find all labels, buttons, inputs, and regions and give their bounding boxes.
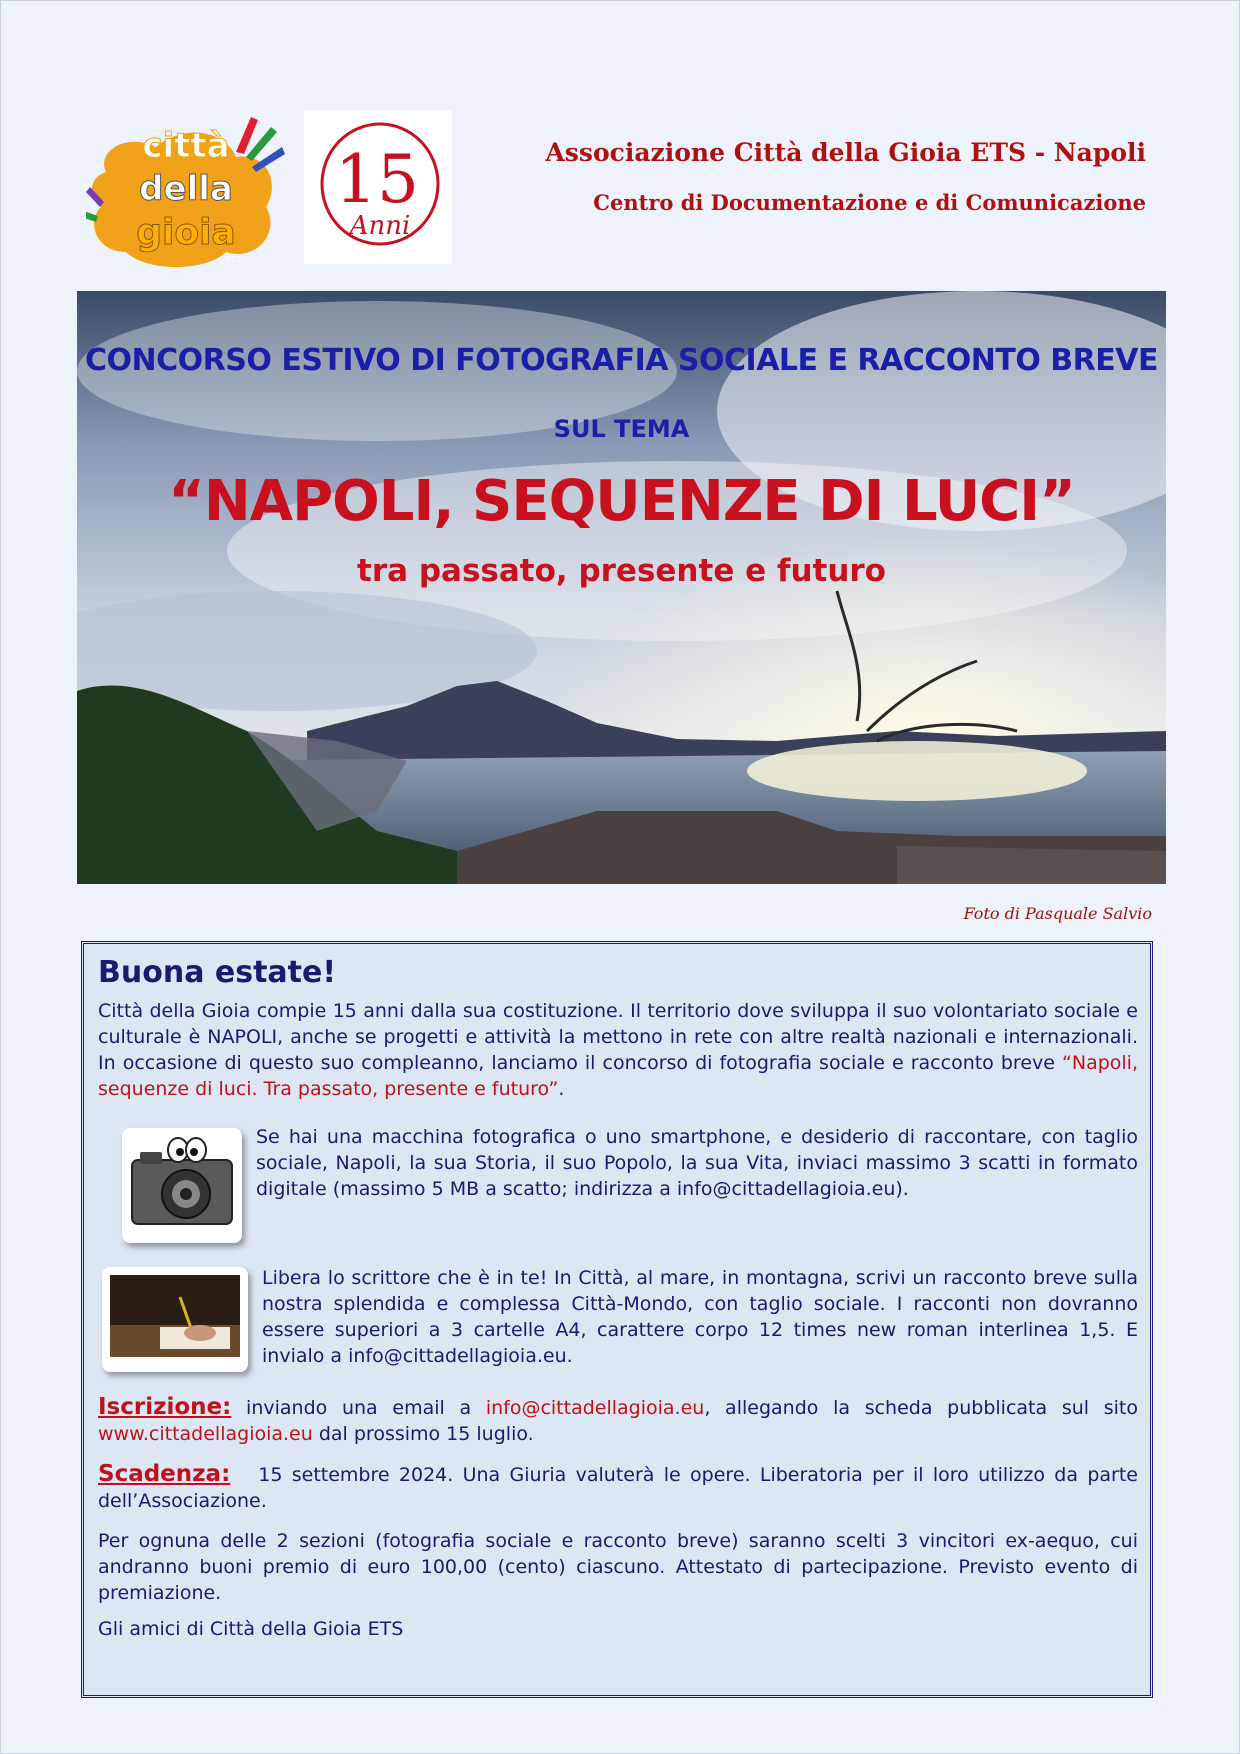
registration-text-2: , allegando la scheda pubblicata sul sito: [704, 1397, 1138, 1419]
svg-text:della: della: [139, 169, 233, 209]
svg-text:città: città: [142, 126, 230, 166]
writing-section: [98, 1265, 1138, 1372]
theme-subtitle: tra passato, presente e futuro: [357, 553, 886, 589]
registration-email-link[interactable]: info@cittadellagioia.eu: [485, 1397, 705, 1419]
intro-paragraph: [98, 998, 1138, 1102]
writing-icon: [102, 1267, 248, 1372]
photo-section-text: Se hai una macchina fotografica o uno smartphone, e desiderio di raccontare, con taglio sociale, Napoli, la sua Storia, il suo Popolo, la sua Vita, inviaci massimo 3 scatti in formato digitale (massimo 5 MB a scatto; indirizza a info@cittadellagioia.eu).: [256, 1126, 1138, 1200]
svg-text:gioia: gioia: [136, 212, 236, 253]
announcement-box: [81, 941, 1153, 1698]
deadline-text: 15 settembre 2024. Una Giuria valuterà le opere. Liberatoria per il loro utilizzo da parte dell’Associazione.: [98, 1464, 1145, 1512]
deadline-label: Scadenza:: [98, 1461, 231, 1487]
svg-text:ETS: ETS: [226, 255, 242, 264]
registration-text-1: inviando una email a: [231, 1397, 486, 1419]
greeting: Buona estate!: [98, 955, 337, 990]
registration-label: Iscrizione:: [98, 1394, 232, 1420]
camera-icon: [122, 1128, 242, 1243]
contest-title: CONCORSO ESTIVO DI FOTOGRAFIA SOCIALE E RACCONTO BREVE: [85, 343, 1158, 378]
registration-text-3: dal prossimo 15 luglio.: [312, 1423, 534, 1445]
website-link[interactable]: www.cittadellagioia.eu: [98, 1423, 313, 1445]
theme-title: “NAPOLI, SEQUENZE DI LUCI”: [168, 469, 1075, 534]
anniversary-logo: [304, 110, 452, 264]
registration-paragraph: [98, 1394, 1138, 1447]
documentation-center: Centro di Documentazione e di Comunicazione: [593, 190, 1146, 215]
announcement-content: [98, 955, 1145, 1664]
svg-text:Anni: Anni: [349, 211, 411, 241]
theme-label: SUL TEMA: [553, 415, 690, 443]
writing-section-text: Libera lo scrittore che è in te! In Città, al mare, in montagna, scrivi un racconto breve sulla nostra splendida e complessa Città-Mondo, con taglio sociale. I racconti non dovranno essere superiori a 3 cartelle A4, carattere corpo 12 times new roman interlinea 1,5. E invialo a info@cittadellagioia.eu.: [262, 1267, 1138, 1367]
intro-text: Città della Gioia compie 15 anni dalla sua costituzione. Il territorio dove sviluppa il suo volontariato sociale e culturale è NAPOLI, anche se progetti e attività la mettono in rete con altre realtà nazionali e internazionali. In occasione di questo suo compleanno, lanciamo il concorso di fotografia sociale e racconto breve: [98, 1000, 1138, 1074]
prizes-paragraph: Per ognuna delle 2 sezioni (fotografia sociale e racconto breve) saranno scelti 3 vincitori ex-aequo, cui andranno buoni premio di euro 100,00 (cento) ciascuno. Attestato di partecipazione. Previsto evento di premiazione.: [98, 1530, 1138, 1604]
association-name: Associazione Città della Gioia ETS - Napoli: [545, 138, 1146, 167]
photo-section: [98, 1124, 1138, 1243]
citta-della-gioia-logo: [86, 112, 286, 272]
intro-quote: “Napoli, sequenze di luci. Tra passato, presente e futuro”: [98, 1052, 1138, 1100]
hero-photo: [77, 291, 1166, 884]
svg-text:15: 15: [335, 141, 419, 218]
signature: Gli amici di Città della Gioia ETS: [98, 1618, 404, 1640]
deadline-paragraph: [98, 1461, 1145, 1514]
photo-credit: Foto di Pasquale Salvio: [963, 904, 1152, 923]
intro-end: .: [558, 1078, 565, 1100]
